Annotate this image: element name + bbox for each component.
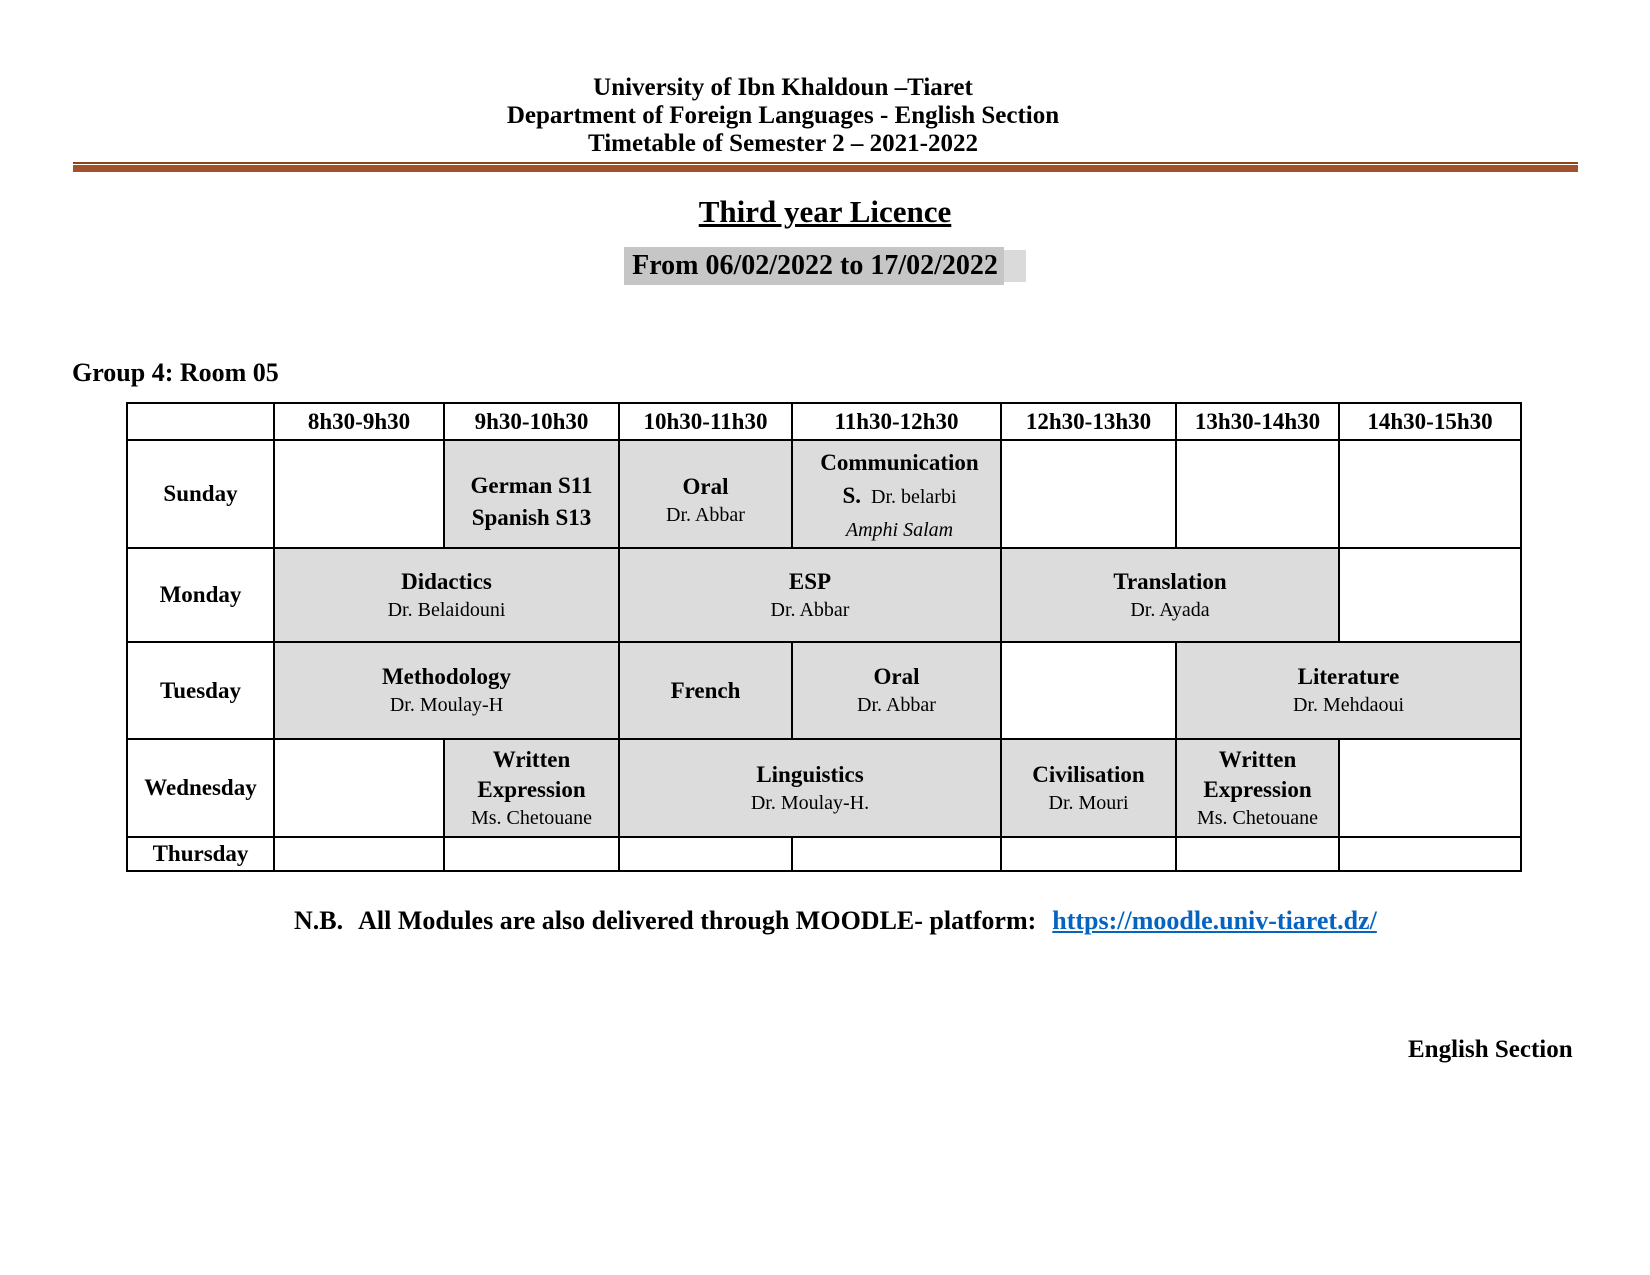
sunday-empty-2 [1001, 440, 1176, 548]
teacher-abbar: Dr. Abbar [666, 504, 745, 526]
document-header [73, 74, 1493, 158]
course-civilisation: Civilisation [1032, 761, 1145, 787]
tuesday-literature-cell [1176, 642, 1521, 739]
corner-cell [127, 403, 274, 440]
thursday-empty-3 [619, 837, 792, 871]
thursday-empty-4 [792, 837, 1001, 871]
wednesday-row [127, 739, 1521, 837]
timetable [126, 402, 1522, 872]
slot-8h30: 8h30-9h30 [274, 403, 444, 440]
day-label-sunday: Sunday [127, 440, 274, 548]
course-oral-tuesday: Oral [873, 664, 920, 689]
page-title: Third year Licence [698, 194, 952, 229]
monday-empty-1 [1339, 548, 1521, 642]
teacher-chetouane-2: Ms. Chetouane [1196, 806, 1319, 829]
course-german: German S11 [470, 472, 593, 498]
date-range: From 06/02/2022 to 17/02/2022 [624, 247, 1004, 285]
header-timetable: Timetable of Semester 2 – 2021-2022 [588, 130, 978, 157]
sunday-empty-1 [274, 440, 444, 548]
note-prefix: N.B. [294, 906, 344, 935]
course-communication-s: S. [842, 483, 861, 508]
tuesday-oral-cell [792, 642, 1001, 739]
teacher-abbar-tuesday: Dr. Abbar [857, 694, 936, 716]
thursday-empty-5 [1001, 837, 1176, 871]
teacher-mehdaoui: Dr. Mehdaoui [1292, 694, 1405, 716]
teacher-ayada: Dr. Ayada [1130, 598, 1210, 621]
course-written-1: Written [492, 746, 571, 772]
day-label-tuesday: Tuesday [127, 642, 274, 739]
teacher-belarbi: Dr. belarbi [871, 486, 957, 508]
course-linguistics: Linguistics [756, 761, 864, 787]
thursday-empty-6 [1176, 837, 1339, 871]
teacher-moulay-h: Dr. Moulay-H [389, 694, 504, 716]
wednesday-written-expression-cell-2 [1176, 739, 1339, 837]
wednesday-empty-2 [1339, 739, 1521, 837]
teacher-belaidouni: Dr. Belaidouni [387, 598, 506, 621]
slot-11h30: 11h30-12h30 [792, 403, 1001, 440]
wednesday-written-expression-cell-1 [444, 739, 619, 837]
course-expression-2: Expression [1203, 776, 1312, 802]
course-communication: Communication [820, 450, 979, 475]
group-room-label: Group 4: Room 05 [72, 358, 279, 387]
tuesday-french-cell [619, 642, 792, 739]
course-written-2: Written [1218, 746, 1297, 772]
course-spanish: Spanish S13 [471, 504, 592, 530]
sunday-row [127, 440, 1521, 548]
teacher-chetouane-1: Ms. Chetouane [470, 806, 593, 829]
day-label-thursday: Thursday [127, 837, 274, 871]
thursday-row [127, 837, 1521, 871]
wednesday-civilisation-cell [1001, 739, 1176, 837]
teacher-moulay-h-wed: Dr. Moulay-H. [750, 791, 870, 814]
sunday-languages-cell [444, 440, 619, 548]
tuesday-row [127, 642, 1521, 739]
monday-didactics-cell [274, 548, 619, 642]
slot-13h30: 13h30-14h30 [1176, 403, 1339, 440]
monday-row [127, 548, 1521, 642]
wednesday-linguistics-cell [619, 739, 1001, 837]
brown-divider-rule [73, 162, 1578, 172]
tuesday-methodology-cell [274, 642, 619, 739]
tuesday-empty-1 [1001, 642, 1176, 739]
monday-esp-cell [619, 548, 1001, 642]
teacher-abbar-esp: Dr. Abbar [770, 598, 850, 621]
english-section-label: English Section [1408, 1036, 1573, 1063]
note-body: All Modules are also delivered through MOODLE- platform: [358, 906, 1037, 935]
course-didactics: Didactics [401, 568, 492, 594]
day-label-monday: Monday [127, 548, 274, 642]
sunday-oral-cell [619, 440, 792, 548]
header-department: Department of Foreign Languages - English Section [506, 102, 1060, 129]
moodle-link[interactable]: https://moodle.univ-tiaret.dz/ [1052, 906, 1377, 935]
header-university: University of Ibn Khaldoun –Tiaret [593, 74, 973, 101]
slot-12h30: 12h30-13h30 [1001, 403, 1176, 440]
course-translation: Translation [1113, 568, 1227, 594]
course-literature: Literature [1297, 664, 1400, 689]
sunday-empty-4 [1339, 440, 1521, 548]
thursday-empty-2 [444, 837, 619, 871]
day-label-wednesday: Wednesday [127, 739, 274, 837]
moodle-note [294, 906, 1377, 936]
sunday-empty-3 [1176, 440, 1339, 548]
course-methodology: Methodology [381, 664, 512, 689]
wednesday-empty-1 [274, 739, 444, 837]
monday-translation-cell [1001, 548, 1339, 642]
course-oral: Oral [682, 474, 729, 499]
thursday-empty-7 [1339, 837, 1521, 871]
sunday-communication-cell [792, 440, 1001, 548]
course-french: French [670, 677, 741, 703]
course-esp: ESP [788, 568, 832, 594]
slot-14h30: 14h30-15h30 [1339, 403, 1521, 440]
room-amphi-salam: Amphi Salam [845, 519, 954, 541]
slot-9h30: 9h30-10h30 [444, 403, 619, 440]
teacher-mouri: Dr. Mouri [1048, 791, 1129, 814]
date-range-row [128, 250, 1522, 282]
course-expression-1: Expression [477, 776, 586, 802]
date-highlight-tail [1004, 250, 1026, 282]
slot-10h30: 10h30-11h30 [619, 403, 792, 440]
thursday-empty-1 [274, 837, 444, 871]
timetable-header-row [127, 403, 1521, 440]
